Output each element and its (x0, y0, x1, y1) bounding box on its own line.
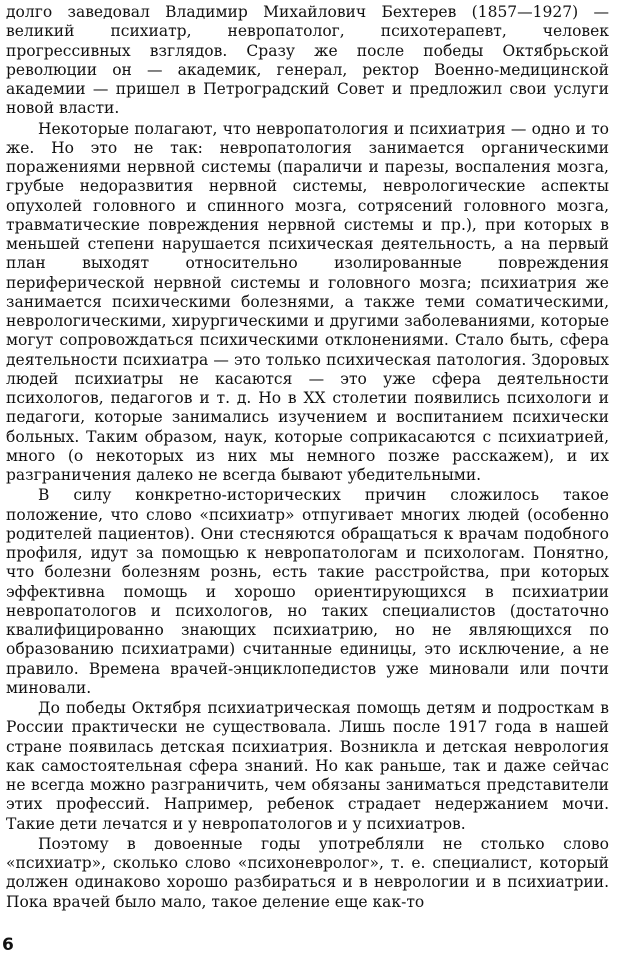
paragraph-4: До победы Октября психиатрическая помощь детям и подросткам в России практически не существовала. Лишь после 1917 года в нашей стране появилась детская психиатрия. Возникла и детская неврология как самостоятельная сфера знаний. Но как раньше, так и даже сейчас не всегда можно разграничить, чем обязаны заниматься представители этих профессий. Например, ребенок страдает недержанием мочи. Такие дети лечатся и у невропатологов и у психиатров. (6, 699, 609, 833)
paragraph-5: Поэтому в довоенные годы употребляли не столько слово «психиатр», сколько слово «психоневролог», т. е. специалист, который должен одинаково хорошо разбираться и в неврологии и в психиатрии. Пока врачей было мало, такое деление еще как-то (6, 834, 609, 911)
paragraph-3: В силу конкретно-исторических причин сложилось такое положение, что слово «психиатр» отпугивает многих людей (особенно родителей пациентов). Они стесняются обращаться к врачам подобного профиля, идут за помощью к невропатологам и психологам. Понятно, что болезни болезням рознь, есть такие расстройства, при которых эффективна помощь и хорошо ориентирующихся в психиатрии невропатологов и психологов, но таких специалистов (достаточно квалифицированно знающих психиатрию, но не являющихся по образованию психиатрами) считанные единицы, это исключение, а не правило. Времена врачей-энциклопедистов уже миновали или почти миновали. (6, 486, 609, 697)
body-text (6, 3, 609, 912)
page-number: 6 (2, 935, 14, 955)
paragraph-2: Некоторые полагают, что невропатология и психиатрия — одно и то же. Но это не так: невропатология занимается органическими поражениями нервной системы (параличи и парезы, воспаления мозга, грубые недоразвития нервной системы, неврологические аспекты опухолей головного и спинного мозга, сотрясений головного мозга, травматические повреждения нервной системы и пр.), при которых в меньшей степени нарушается психическая деятельность, а на первый план выходят относительно изолированные повреждения периферической нервной системы и головного мозга; психиатрия же занимается психическими болезнями, а также теми соматическими, неврологическими, хирургическими и другими заболеваниями, которые могут сопровождаться психическими отклонениями. Стало быть, сфера деятельности психиатра — это только психическая патология. Здоровых людей психиатры не касаются — это уже сфера деятельности психологов, педагогов и т. д. Но в XX столетии появились психологи и педагоги, которые занимались изучением и воспитанием психически больных. Таким образом, наук, которые соприкасаются с психиатрией, много (о некоторых из них мы немного позже расскажем), и их разграничения далеко не всегда бывают убедительными. (6, 119, 609, 484)
paragraph-1: долго заведовал Владимир Михайлович Бехтерев (1857—1927) — великий психиатр, невропатолог, психотерапевт, человек прогрессивных взглядов. Сразу же после победы Октябрьской революции он — академик, генерал, ректор Военно-медицинской академии — пришел в Петроградский Совет и предложил свои услуги новой власти. (6, 3, 609, 118)
